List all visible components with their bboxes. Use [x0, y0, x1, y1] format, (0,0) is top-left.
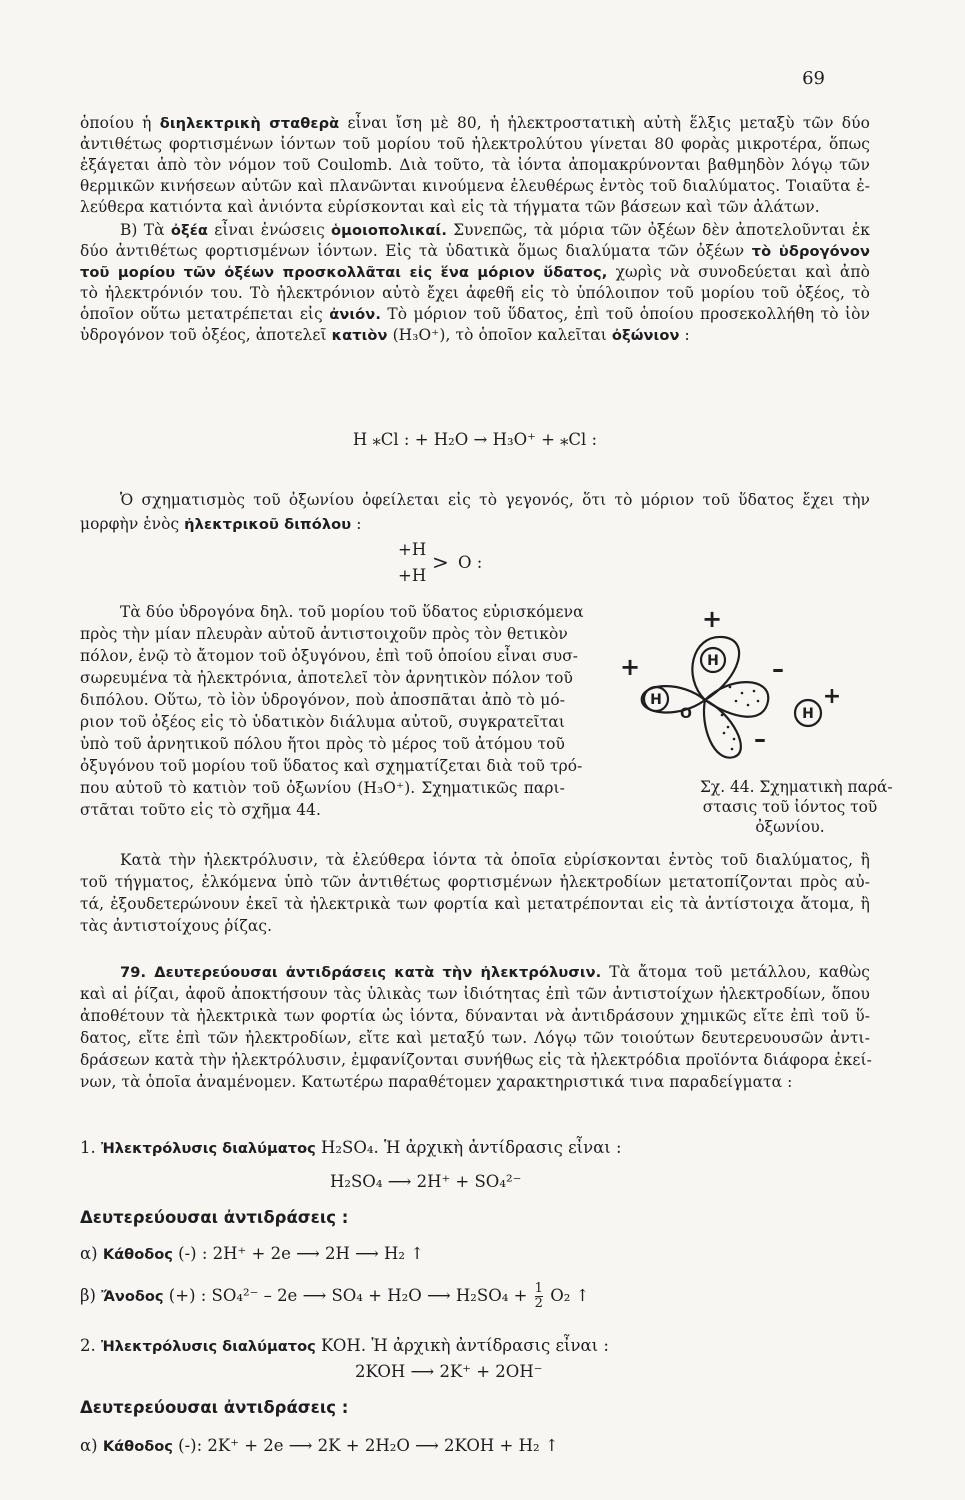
text-line [80, 325, 870, 346]
text-run: τὸ ἠλεκτρόνιόν του. Τὸ ἠλεκτρόνιον αὐτὸ ἔχει ἀφεθῆ εἰς τὸ ὑπόλοιπον τοῦ μορίου τοῦ ὀξέος, τὸ [80, 284, 870, 302]
text-line [80, 1028, 870, 1048]
text-line [80, 155, 870, 175]
minus-bottom: – [754, 725, 766, 753]
text-line [80, 1050, 870, 1070]
frac-num: 1 [534, 1281, 543, 1296]
text-line [120, 602, 584, 622]
text-line [80, 113, 870, 134]
text-run: ὑδρογόνον τοῦ ὀξέος, ἀποτελεῖ [80, 326, 332, 344]
minus-right: – [772, 655, 784, 683]
text-run: χωρὶς νὰ συνοδεύεται καὶ ἀπὸ [607, 263, 870, 281]
text-run: Β) Τὰ [120, 221, 171, 239]
h2so4-secondary-heading: Δευτερεύουσαι ἀντιδράσεις : [80, 1208, 349, 1227]
bold-term: ὁμοιοπολικαί. [331, 222, 447, 239]
hydrogen-top-label: H [707, 653, 719, 669]
caption-line: στασις τοῦ ἰόντος τοῦ [702, 798, 878, 816]
text-run: Τὰ δύο ὑδρογόνα δηλ. τοῦ μορίου τοῦ ὕδατος εὑρισκόμενα [120, 603, 584, 621]
text-run: καὶ αἱ ῥίζαι, ἀφοῦ ἀποκτήσουν τὰς ὑλικὰς των ἰδιότητας ἐπὶ τῶν ἀντιστοίχων ἠλεκτροδίων, ὅπου [80, 985, 870, 1003]
bold-term: ὀξέα [170, 222, 209, 239]
h2so4-anode: β) Ἄνοδος (+) : SO₄²⁻ – 2e ⟶ SO₄ + H₂O ⟶ H₂SO₄ + $\frac{1}{2}$ O₂ ↑ [80, 1281, 590, 1311]
text-line [80, 1006, 870, 1026]
text-line [80, 712, 565, 732]
text-run: εἶναι ἴση μὲ 80, ἡ ἠλεκτροστατικὴ αὐτὴ ἕλξις μεταξὺ τῶν δύο [339, 114, 870, 132]
text-line [80, 1072, 870, 1092]
hydrogen-ion-label: H [802, 706, 814, 722]
koh-cathode: α) Κάθοδος (-): 2K⁺ + 2e ⟶ 2K + 2H₂O ⟶ 2KOH + H₂ ↑ [80, 1436, 559, 1455]
text-line [80, 304, 870, 325]
text-line [120, 850, 870, 870]
text-run: Τὰ ἄτομα τοῦ μετάλλου, καθὼς [601, 963, 870, 981]
text-line [80, 778, 565, 798]
text-run: τά, ἐξουδετερώνουν ἐκεῖ τὰ ἠλεκτρικὰ των φορτία καὶ μετατρέπονται εἰς τὰ ἀντίστοιχα ἄτομα, ἢ [80, 895, 870, 913]
bold-term: 79. Δευτερεύουσαι ἀντιδράσεις κατὰ τὴν ἠλεκτρόλυσιν. [120, 964, 602, 981]
text-line [80, 241, 870, 262]
text-run: στᾶται τοῦτο εἰς τὸ σχῆμα 44. [80, 801, 321, 819]
text-line [80, 734, 565, 754]
text-run: ὀξυγόνου τοῦ μορίου τοῦ ὕδατος καὶ σχηματίζεται διὰ τοῦ τρό- [80, 757, 583, 775]
plus-left: + [619, 653, 641, 681]
text-line [80, 624, 568, 644]
text-run: ὁποῖον οὕτω μετατρέπεται εἰς [80, 305, 330, 323]
text-line [80, 690, 565, 710]
text-run: ὁποίου ἡ [80, 114, 160, 132]
dipole-gt: > [432, 550, 449, 574]
text-run: ριον τοῦ ὀξέος εἰς τὸ ὑδατικὸν διάλυμα αὐτοῦ, συγκρατεῖται [80, 713, 565, 731]
koh-secondary-heading: Δευτερεύουσαι ἀντιδράσεις : [80, 1398, 349, 1417]
oxonium-figure [610, 605, 870, 765]
text-run: δατος, εἴτε ἐπὶ τῶν ἠλεκτροδίων, εἴτε καὶ μεταξύ των. Λόγῳ τῶν τοιούτων δευτερευουσῶν ἀντι- [80, 1029, 870, 1047]
text-run: νων, τὰ ὁποῖα ἀναμένομεν. Κατωτέρω παραθέτομεν χαρακτηριστικά τινα παραδείγματα : [80, 1073, 793, 1091]
text-run: Ὁ σχηματισμὸς τοῦ ὀξωνίου ὀφείλεται εἰς τὸ γεγονός, ὅτι τὸ μόριον τοῦ ὕδατος ἔχει τὴν [120, 491, 870, 509]
dipole-h1: +H [398, 540, 427, 559]
bold-term: τὸ ὑδρογόνον [751, 243, 870, 260]
text-run: ἀντιθέτως φορτισμένων ἰόντων τοῦ μορίου τοῦ ἠλεκτρολύτου γίνεται 80 φορὰς μικροτέρα, ὅπως [80, 135, 870, 153]
text-run: ὑπὸ τοῦ ἀρνητικοῦ πόλου ἤτοι πρὸς τὸ μέρος τοῦ ἀτόμου τοῦ [80, 735, 565, 753]
bold-term: ὀξώνιον [611, 327, 680, 344]
text-run: τὰς ἀντιστοίχους ῥίζας. [80, 917, 273, 935]
koh-title: 2. Ἠλεκτρόλυσις διαλύματος KOH. Ἡ ἀρχικὴ ἀντίδρασις εἶναι : [80, 1336, 609, 1355]
text-run: σωρευμένα τὰ ἠλεκτρόνια, ἀποτελεῖ τὸν ἀρνητικὸν πόλον τοῦ [80, 669, 573, 687]
text-run: πόλον, ἐνῷ τὸ ἄτομον τοῦ ὀξυγόνου, ἐπὶ τοῦ ὁποίου εἶναι συσ- [80, 647, 579, 665]
plus-ion: + [822, 684, 842, 709]
text-line [80, 514, 870, 535]
dipole-o: O : [458, 553, 483, 572]
text-line [80, 894, 870, 914]
text-line [80, 756, 583, 776]
text-run: που αὐτοῦ τὸ κατιὸν τοῦ ὀξωνίου (H₃O⁺). Σχηματικῶς παρι- [80, 779, 565, 797]
text-line [80, 800, 565, 820]
text-run: Συνεπῶς, τὰ μόρια τῶν ὀξέων δὲν ἀποτελοῦνται ἐκ [446, 221, 870, 239]
text-line [80, 134, 870, 154]
text-line [80, 668, 573, 688]
text-line [120, 490, 870, 510]
text-line [80, 197, 870, 217]
text-line [120, 962, 870, 983]
bold-term: τοῦ μορίου τῶν ὀξέων προσκολλᾶται εἰς ἕνα μόριον ὕδατος, [80, 264, 608, 281]
h2so4-title: 1. Ἠλεκτρόλυσις διαλύματος H₂SO₄. Ἡ ἀρχικὴ ἀντίδρασις εἶναι : [80, 1138, 622, 1157]
text-line [80, 262, 870, 283]
koh-primary-equation: 2KOH ⟶ 2K⁺ + 2OH⁻ [355, 1362, 543, 1381]
text-run: Τὸ μόριον τοῦ ὕδατος, ἐπὶ τοῦ ὁποίου προσεκολλήθη τὸ ἰὸν [380, 305, 870, 323]
text-line [80, 984, 870, 1004]
text-run: δράσεων κατὰ τὴν ἠλεκτρόλυσιν, ἐμφανίζονται συνήθως εἰς τὰ ἠλεκτρόδια προϊόντα διάφορα ἐκεί- [80, 1051, 872, 1069]
text-run: διπόλου. Οὕτω, τὸ ἰὸν ὑδρογόνον, ποὺ ἀποσπᾶται ἀπὸ τὸ μό- [80, 691, 565, 709]
text-run: : [679, 326, 690, 344]
text-line [80, 176, 870, 196]
caption-line: ὀξωνίου. [755, 818, 825, 836]
text-run: Κατὰ τὴν ἠλεκτρόλυσιν, τὰ ἐλεύθερα ἰόντα τὰ ὁποῖα εὑρίσκονται ἐντὸς τοῦ διαλύματος, ἢ [120, 851, 870, 869]
text-run: θερμικῶν κινήσεων αὐτῶν καὶ πλανῶνται κινούμενα ἐλευθέρως ἐντὸς τοῦ διαλύματος. Τοιαῦτα ἐ- [80, 177, 870, 195]
text-run: λεύθερα κατιόντα καὶ ἀνιόντα εὑρίσκονται καὶ εἰς τὰ τήγματα τῶν βάσεων καὶ τῶν ἀλάτων. [80, 198, 820, 216]
text-run: : [351, 515, 362, 533]
h2so4-cathode: α) Κάθοδος (-) : 2H⁺ + 2e ⟶ 2H ⟶ H₂ ↑ [80, 1244, 425, 1263]
text-run: μορφὴν ἑνὸς [80, 515, 185, 533]
bold-term: κατιὸν [331, 327, 388, 344]
plus-top: + [701, 605, 723, 633]
text-line [80, 872, 870, 892]
text-run: (H₃O⁺), τὸ ὁποῖον καλεῖται [387, 326, 612, 344]
dipole-h2: +H [398, 566, 427, 585]
text-line [80, 916, 870, 936]
equation-hcl-ionization: H ⁎Cl : + H₂O → H₃O⁺ + ⁎Cl : [352, 430, 598, 449]
text-run: πρὸς τὴν μίαν πλευρὰν αὐτοῦ ἀντιστοιχοῦν πρὸς τὸν θετικὸν [80, 625, 568, 643]
bold-term: ἀνιόν. [329, 306, 381, 323]
bold-term: ἠλεκτρικοῦ διπόλου [184, 516, 352, 533]
page-number: 69 [802, 68, 825, 89]
text-line [80, 283, 870, 303]
hydrogen-left-label: H [650, 692, 662, 708]
orbital-lower [704, 700, 741, 758]
oxygen-label: O [680, 706, 692, 722]
text-line [80, 646, 579, 666]
frac-den: 2 [534, 1296, 543, 1311]
text-line [120, 220, 870, 241]
text-run: δύο ἀντιθέτως φορτισμένων ἰόντων. Εἰς τὰ ὑδατικὰ ὅμως διαλύματα τῶν ὀξέων [80, 242, 752, 260]
bold-term: διηλεκτρικὴ σταθερὰ [159, 115, 340, 132]
caption-line: Σχ. 44. Σχηματικὴ παρά- [700, 778, 893, 796]
text-run: ἐξάγεται ἀπὸ τὸν νόμον τοῦ Coulomb. Διὰ τοῦτο, τὰ ἰόντα ἀπομακρύνονται βαθμηδὸν λόγῳ τῶν [80, 156, 870, 174]
text-run: εἶναι ἑνώσεις [208, 221, 332, 239]
orbital-right [705, 682, 768, 717]
text-run: τοῦ τήγματος, ἑλκόμενα ὑπὸ τῶν ἀντιθέτως φορτισμένων ἠλεκτροδίων μετατοπίζονται πρὸς αὐ- [80, 873, 870, 891]
h2so4-primary-equation: H₂SO₄ ⟶ 2H⁺ + SO₄²⁻ [330, 1172, 522, 1191]
text-run: ἀποθέτουν τὰ ἠλεκτρικὰ των φορτία ὡς ἰόντα, δύνανται νὰ ἀντιδράσουν χημικῶς εἴτε ἐπὶ τοῦ ὕ- [80, 1007, 870, 1025]
